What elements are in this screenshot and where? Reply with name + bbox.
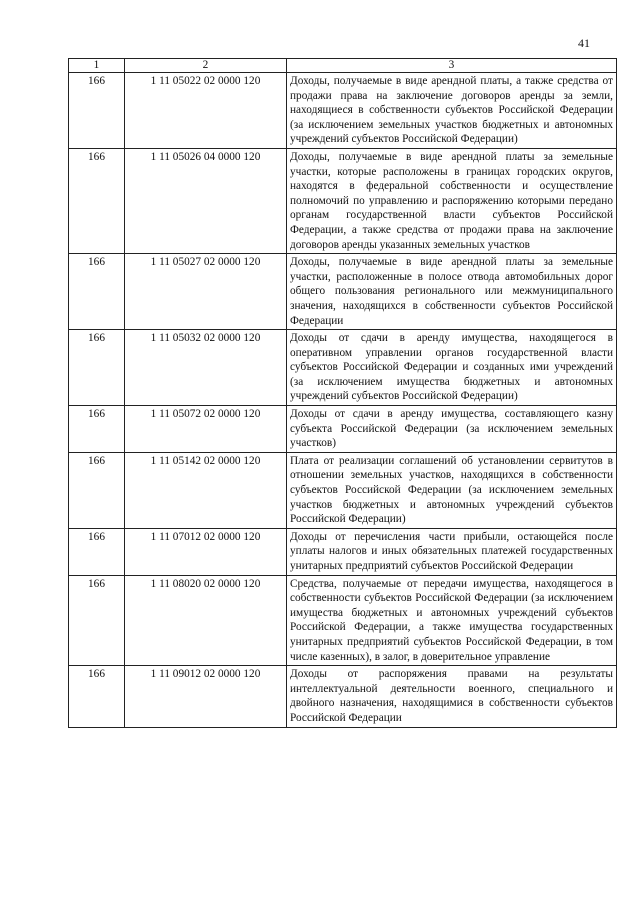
page-number: 41: [578, 36, 590, 50]
table-row: [69, 406, 617, 453]
description-cell: Плата от реализации соглашений об установлении сервитутов в отношении земельных участков, находящихся в собственности субъектов Российской Федерации (за исключением земельных участков бюджетных и автономных учреждений субъектов Российской Федерации): [287, 452, 617, 528]
description-cell: Доходы от сдачи в аренду имущества, находящегося в оперативном управлении органов государственной власти субъектов Российской Федерации и созданных ими учреждений (за исключением имущества бюджетных и автономных учреждений субъектов Российской Федерации): [287, 330, 617, 406]
admin-code-cell: 166: [69, 406, 125, 453]
admin-code-cell: 166: [69, 528, 125, 575]
admin-code-cell: 166: [69, 452, 125, 528]
admin-code-cell: 166: [69, 330, 125, 406]
revenue-code-cell: 1 11 05072 02 0000 120: [125, 406, 287, 453]
description-cell: Доходы, получаемые в виде арендной платы, а также средства от продажи права на заключение договоров аренды за земли, находящиеся в собственности субъектов Российской Федерации (за исключением земельных участков бюджетных и автономных учреждений субъектов Российской Федерации): [287, 73, 617, 149]
revenue-code-cell: 1 11 05027 02 0000 120: [125, 254, 287, 330]
admin-code-cell: 166: [69, 666, 125, 727]
revenue-code-cell: 1 11 08020 02 0000 120: [125, 575, 287, 666]
table-row: [69, 575, 617, 666]
table-row: [69, 666, 617, 727]
column-header-3: 3: [287, 59, 617, 73]
table-row: [69, 452, 617, 528]
admin-code-cell: 166: [69, 148, 125, 253]
column-header-1: 1: [69, 59, 125, 73]
revenue-code-cell: 1 11 09012 02 0000 120: [125, 666, 287, 727]
table-row: [69, 254, 617, 330]
admin-code-cell: 166: [69, 575, 125, 666]
revenue-code-cell: 1 11 05022 02 0000 120: [125, 73, 287, 149]
table-header-row: [69, 59, 617, 73]
table-row: [69, 73, 617, 149]
table-row: [69, 330, 617, 406]
description-cell: Доходы от сдачи в аренду имущества, составляющего казну субъекта Российской Федерации (за исключением земельных участков): [287, 406, 617, 453]
description-cell: Доходы, получаемые в виде арендной платы за земельные участки, которые расположены в границах городских округов, находятся в федеральной собственности и осуществление полномочий по управлению и распоряжению которыми передано органам государственной власти субъектов Российской Федерации, а также средства от продажи права на заключение договоров аренды указанных земельных участков: [287, 148, 617, 253]
table-row: [69, 148, 617, 253]
revenue-codes-table: [68, 58, 617, 728]
description-cell: Средства, получаемые от передачи имущества, находящегося в собственности субъектов Российской Федерации (за исключением имущества бюджетных и автономных учреждений субъектов Российской Федерации, а также имущества государственных унитарных предприятий субъектов Российской Федерации, в том числе казенных), в залог, в доверительное управление: [287, 575, 617, 666]
revenue-code-cell: 1 11 07012 02 0000 120: [125, 528, 287, 575]
description-cell: Доходы от распоряжения правами на результаты интеллектуальной деятельности военного, специального и двойного назначения, находящимися в собственности субъектов Российской Федерации: [287, 666, 617, 727]
admin-code-cell: 166: [69, 73, 125, 149]
column-header-2: 2: [125, 59, 287, 73]
revenue-code-cell: 1 11 05142 02 0000 120: [125, 452, 287, 528]
description-cell: Доходы от перечисления части прибыли, остающейся после уплаты налогов и иных обязательных платежей государственных унитарных предприятий субъектов Российской Федерации: [287, 528, 617, 575]
description-cell: Доходы, получаемые в виде арендной платы за земельные участки, расположенные в полосе отвода автомобильных дорог общего пользования регионального или межмуниципального значения, находящихся в собственности субъектов Российской Федерации: [287, 254, 617, 330]
table-row: [69, 528, 617, 575]
revenue-code-cell: 1 11 05032 02 0000 120: [125, 330, 287, 406]
admin-code-cell: 166: [69, 254, 125, 330]
revenue-code-cell: 1 11 05026 04 0000 120: [125, 148, 287, 253]
